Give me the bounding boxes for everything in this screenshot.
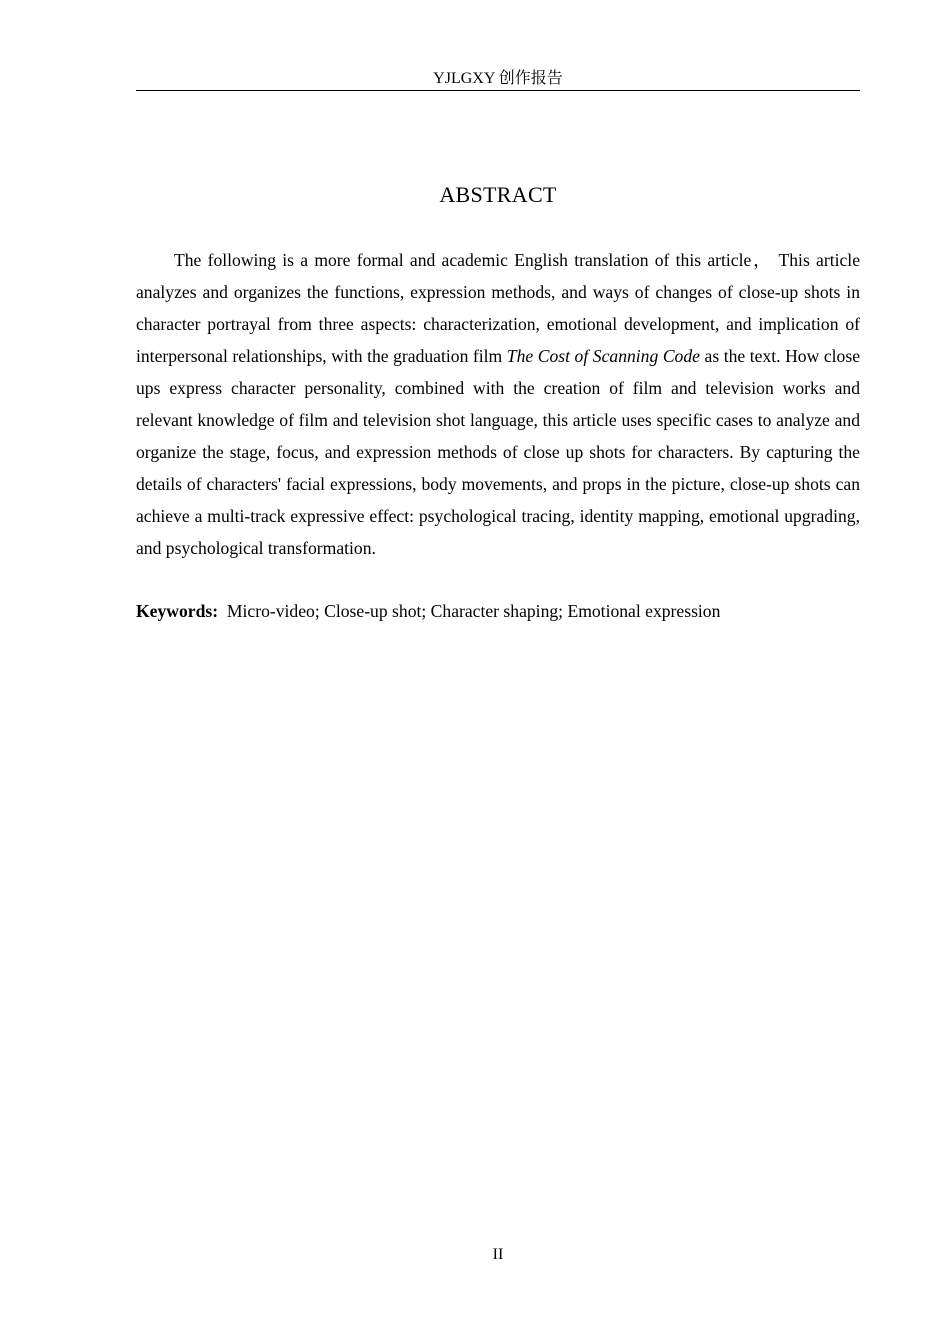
abstract-text-part1: The following is a more formal and academic English translation of this article， This article analyzes and organizes the functions, expression methods, and ways of changes of close-up shots in character portrayal from three aspects: characterization, emotional development, and implication of interpersonal relationships, with the graduation film: [136, 250, 860, 366]
abstract-title: ABSTRACT: [439, 182, 557, 207]
header-rule: [136, 90, 860, 91]
keywords-label: Keywords:: [136, 601, 219, 621]
keywords-line: [136, 596, 860, 626]
abstract-body: [136, 244, 860, 564]
film-title: The Cost of Scanning Code: [506, 346, 700, 366]
running-header: YJLGXY 创作报告: [433, 70, 563, 87]
abstract-text-part2: as the text. How close ups express character personality, combined with the creation of film and television works and relevant knowledge of film and television shot language, this article uses specific cases to analyze and organize the stage, focus, and expression methods of close up shots for characters. By capturing the details of characters' facial expressions, body movements, and props in the picture, close-up shots can achieve a multi-track expressive effect: psychological tracing, identity mapping, emotional upgrading, and psychological transformation.: [136, 346, 861, 558]
page-number: II: [492, 1246, 504, 1263]
keywords-values: Micro-video; Close-up shot; Character shaping; Emotional expression: [226, 601, 721, 621]
